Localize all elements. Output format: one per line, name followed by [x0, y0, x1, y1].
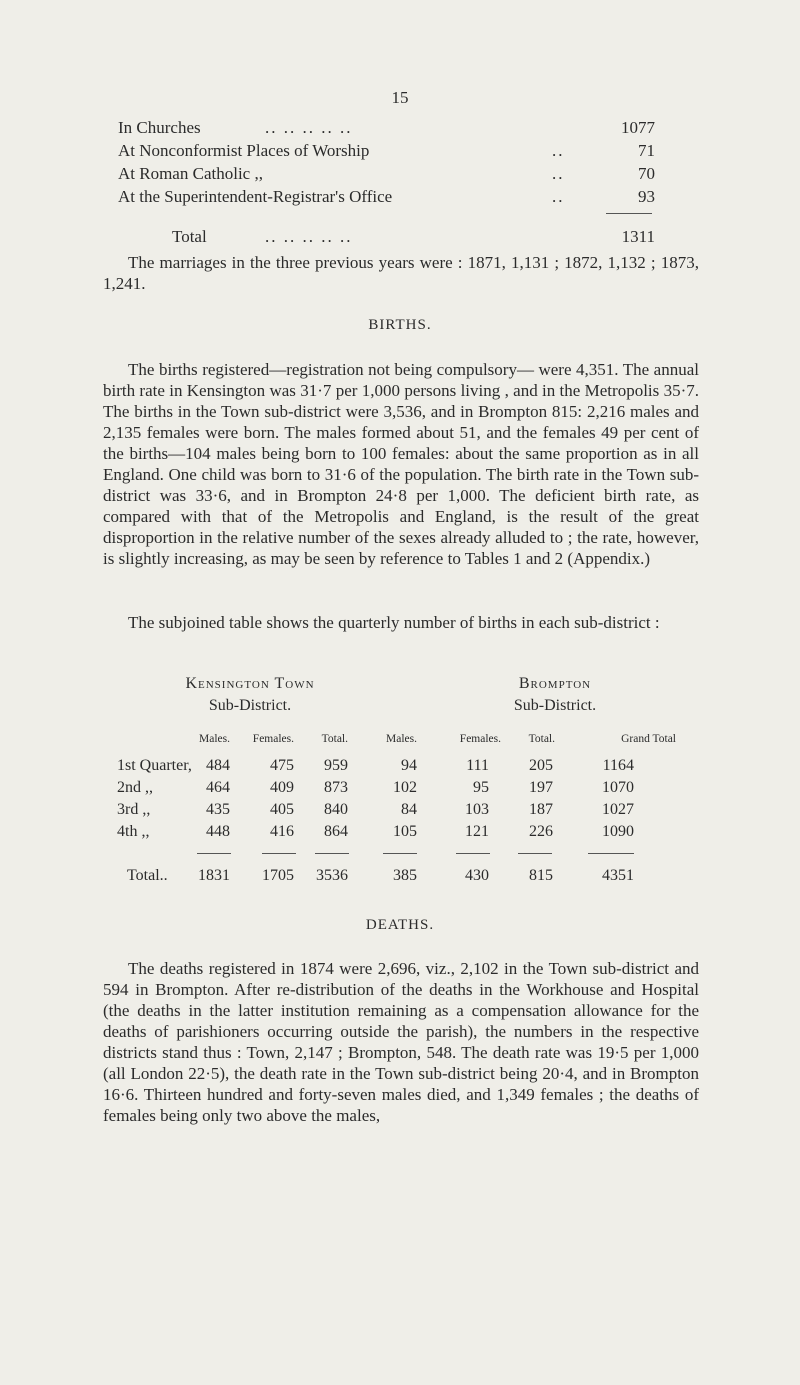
- column-header: Males.: [199, 733, 230, 745]
- marriage-total-row: [0, 227, 800, 249]
- sum-rule: [315, 853, 349, 854]
- marriage-total-label: Total: [172, 227, 207, 246]
- table-cell: 416: [270, 823, 294, 840]
- table-cell: 94: [401, 757, 417, 774]
- row-label: 1st Quarter,: [117, 757, 192, 774]
- row-label: 4th ,,: [117, 823, 150, 840]
- table-cell: 1070: [602, 779, 634, 796]
- table-total-cell: 430: [465, 867, 489, 884]
- leader-dots: .. .. .. .. ..: [265, 118, 353, 137]
- group-header-town: Kensington Town: [185, 675, 315, 692]
- marriage-total-value: 1311: [621, 227, 655, 246]
- leader-dots: ..: [552, 141, 565, 160]
- marriage-value: 1077: [621, 118, 655, 137]
- sum-rule: [518, 853, 552, 854]
- leader-dots: .. .. .. .. ..: [265, 227, 353, 246]
- births-table-intro: The subjoined table shows the quarterly number of births in each sub-district :: [128, 613, 660, 632]
- marriage-row: [0, 164, 800, 186]
- table-cell: 1164: [602, 757, 634, 774]
- group-subheader-town: Sub-District.: [208, 697, 292, 714]
- table-total-cell: 385: [393, 867, 417, 884]
- marriage-value: 70: [638, 164, 655, 183]
- marriage-label: At Roman Catholic ,,: [118, 164, 263, 183]
- table-cell: 197: [529, 779, 553, 796]
- table-cell: 1090: [602, 823, 634, 840]
- table-cell: 84: [401, 801, 417, 818]
- sum-rule: [456, 853, 490, 854]
- total-row-label: Total..: [127, 867, 168, 884]
- table-cell: 105: [393, 823, 417, 840]
- table-cell: 95: [473, 779, 489, 796]
- marriage-row: [0, 187, 800, 209]
- column-header: Males.: [386, 733, 417, 745]
- table-cell: 205: [529, 757, 553, 774]
- table-total-cell: 1831: [198, 867, 230, 884]
- table-cell: 1027: [602, 801, 634, 818]
- column-header: Females.: [459, 733, 501, 745]
- births-heading: BIRTHS.: [368, 317, 432, 333]
- table-cell: 121: [465, 823, 489, 840]
- leader-dots: ..: [552, 187, 565, 206]
- table-total-cell: 815: [529, 867, 553, 884]
- table-total-cell: 4351: [602, 867, 634, 884]
- table-total-cell: 1705: [262, 867, 294, 884]
- table-cell: 111: [466, 757, 489, 774]
- marriages-previous-text: The marriages in the three previous years were : 1871, 1,131 ; 1872, 1,132 ; 1873, 1,241.: [103, 253, 699, 293]
- table-cell: 448: [206, 823, 230, 840]
- table-cell: 873: [324, 779, 348, 796]
- marriage-label: In Churches: [118, 118, 201, 137]
- marriage-value: 93: [638, 187, 655, 206]
- marriage-row: [0, 118, 800, 140]
- marriage-row: [0, 141, 800, 163]
- table-total-cell: 3536: [316, 867, 348, 884]
- sum-rule: [262, 853, 296, 854]
- marriage-label: At the Superintendent-Registrar's Office: [118, 187, 393, 206]
- table-cell: 464: [206, 779, 230, 796]
- group-header-brompton: Brompton: [518, 675, 592, 692]
- table-cell: 864: [324, 823, 348, 840]
- group-subheader-brompton: Sub-District.: [513, 697, 597, 714]
- table-cell: 187: [529, 801, 553, 818]
- births-paragraph: The births registered—registration not being compulsory— were 4,351. The annual birth rate in Kensington was 31·7 per 1,000 persons living , and in the Metropolis 35·7. The births in the Town sub-district were 3,536, and in Brompton 815: 2,216 males and 2,135 females were born. The males formed about 51, and the females 49 per cent of the births—104 males being born to 100 females: about the same proportion as in all England. One child was born to 31·6 of the population. The birth rate in the Town sub-district was 33·6, and in Brompton 24·8 per 1,000. The deficient birth rate, as compared with that of the Metropolis and England, is the result of the great disproportion in the relative number of the sexes already alluded to ; the rate, however, is slightly increasing, as may be seen by reference to Tables 1 and 2 (Appendix.): [103, 360, 699, 568]
- table-cell: 102: [393, 779, 417, 796]
- column-header: Females.: [252, 733, 294, 745]
- column-header: Total.: [321, 733, 348, 745]
- table-cell: 475: [270, 757, 294, 774]
- deaths-heading: DEATHS.: [365, 917, 435, 933]
- table-cell: 103: [465, 801, 489, 818]
- page-number: 15: [391, 88, 409, 107]
- deaths-paragraph: The deaths registered in 1874 were 2,696, viz., 2,102 in the Town sub-district and 594 in Brompton. After re-distribution of the deaths in the Workhouse and Hospital (the deaths in the latter institution remaining as a compensation allowance for the deaths of parishioners occurring outside the parish), the numbers in the respective districts stand thus : Town, 2,147 ; Brompton, 548. The death rate was 19·5 per 1,000 (all London 22·5), the death rate in the Town sub-district being 20·4, and in Brompton 16·6. Thirteen hundred and forty-seven males died, and 1,349 females ; the deaths of females being only two above the males,: [103, 959, 699, 1125]
- row-label: 2nd ,,: [117, 779, 153, 796]
- sum-rule: [588, 853, 634, 854]
- marriage-label: At Nonconformist Places of Worship: [118, 141, 370, 160]
- sum-rule: [606, 213, 652, 214]
- column-header: Grand Total: [621, 733, 676, 745]
- leader-dots: ..: [552, 164, 565, 183]
- table-cell: 840: [324, 801, 348, 818]
- marriage-value: 71: [638, 141, 655, 160]
- table-cell: 959: [324, 757, 348, 774]
- table-cell: 405: [270, 801, 294, 818]
- table-cell: 484: [206, 757, 230, 774]
- column-header: Total.: [528, 733, 555, 745]
- row-label: 3rd ,,: [117, 801, 151, 818]
- table-cell: 226: [529, 823, 553, 840]
- sum-rule: [197, 853, 231, 854]
- table-cell: 409: [270, 779, 294, 796]
- sum-rule: [383, 853, 417, 854]
- table-cell: 435: [206, 801, 230, 818]
